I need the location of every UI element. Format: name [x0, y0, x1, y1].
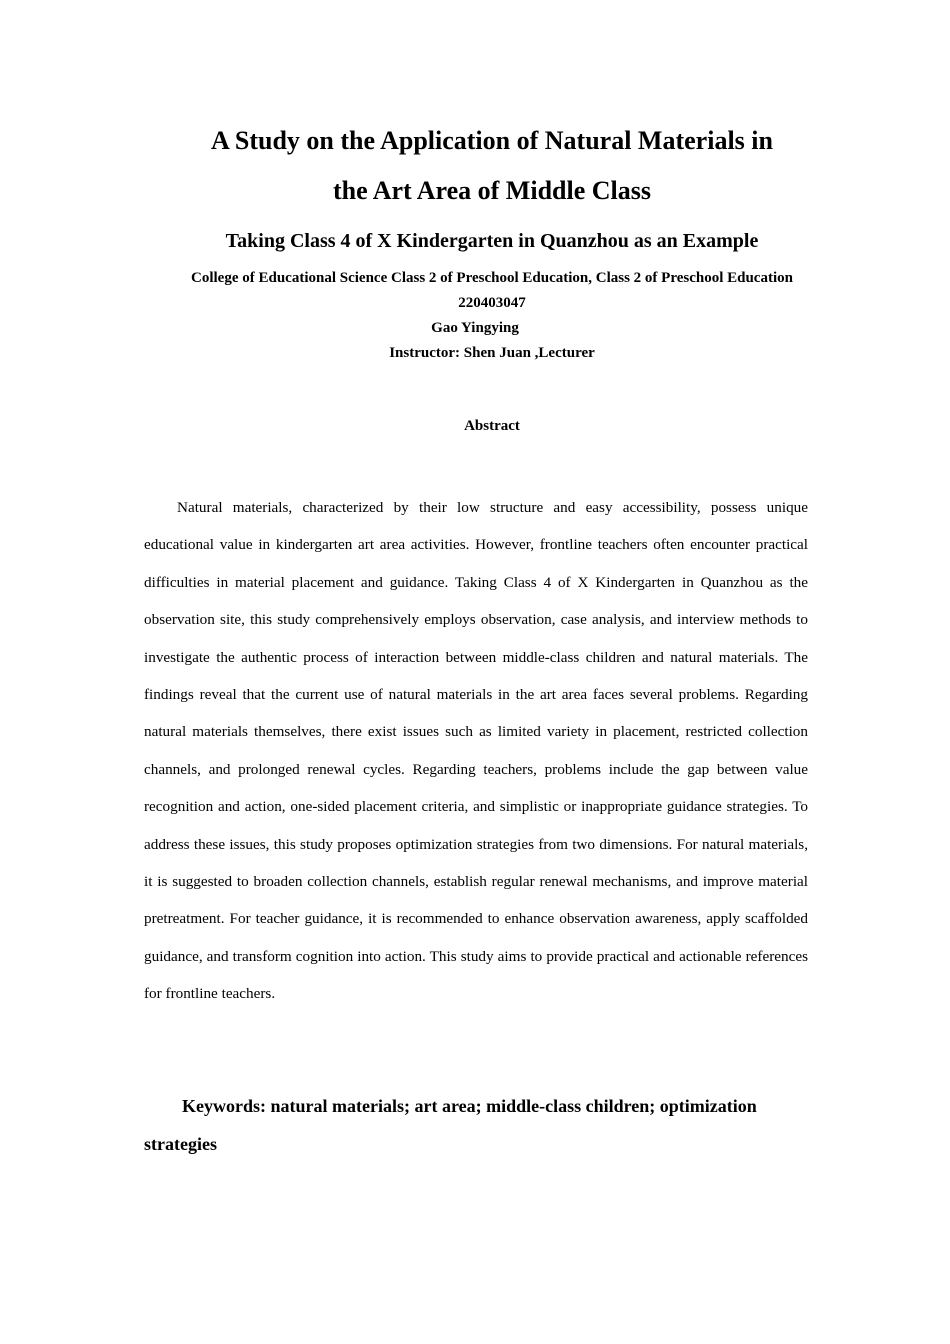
keywords: Keywords: natural materials; art area; middle-class children; optimization strategies — [144, 1096, 757, 1154]
abstract-text: Natural materials, characterized by their low structure and easy accessibility, possess unique educational value in kindergarten art area activities. However, frontline teachers often encounter practical difficulties in material placement and guidance. Taking Class 4 of X Kindergarten in Quanzhou as the observation site, this study comprehensively employs observation, case analysis, and interview methods to investigate the authentic process of interaction between middle-class children and natural materials. The findings reveal that the current use of natural materials in the art area faces several problems. Regarding natural materials themselves, there exist issues such as limited variety in placement, restricted collection channels, and prolonged renewal cycles. Regarding teachers, problems include the gap between value recognition and action, one-sided placement criteria, and simplistic or inappropriate guidance strategies. To address these issues, this study proposes optimization strategies from two dimensions. For natural materials, it is suggested to broaden collection channels, establish regular renewal mechanisms, and improve material pretreatment. For teacher guidance, it is recommended to enhance observation awareness, apply scaffolded guidance, and transform cognition into action. This study aims to provide practical and actionable references for frontline teachers. — [144, 499, 808, 1003]
author-affiliation: College of Educational Science Class 2 of Preschool Education, Class 2 of Preschool Education 220403047 — [191, 270, 793, 311]
paper-title — [140, 116, 844, 216]
instructor-name: Instructor: Shen Juan ,Lecturer — [389, 345, 595, 361]
paper-title-line-2: the Art Area of Middle Class — [333, 176, 651, 205]
paper-title-line-1: A Study on the Application of Natural Materials in — [211, 126, 773, 155]
author-name: Gao Yingying — [431, 320, 519, 336]
abstract-heading: Abstract — [464, 418, 520, 434]
paper-subtitle: Taking Class 4 of X Kindergarten in Quanzhou as an Example — [225, 230, 759, 252]
